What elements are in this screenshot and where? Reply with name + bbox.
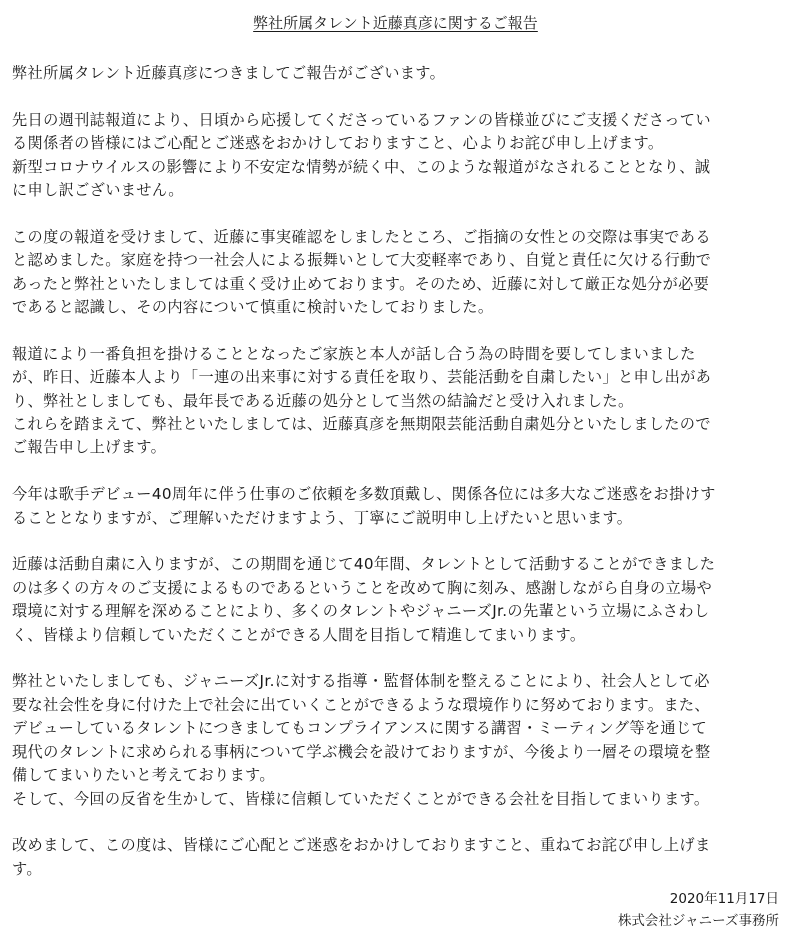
paragraph-anniversary: 今年は歌手デビュー40周年に伴う仕事のご依頼を多数頂戴し、関係各位には多大なご迷惑をお掛けす ることとなりますが、ご理解いただけますよう、丁寧にご説明申し上げたいと思います。 <box>12 485 716 527</box>
signature-block <box>618 888 779 932</box>
paragraph-apology: 先日の週刊誌報道により、日頃から応援してくださっているファンの皆様並びにご支援くださってい る関係者の皆様にはご心配とご迷惑をおかけしておりますこと、心よりお詫び申し上げます。 新型コロナウイルスの影響により不安定な情勢が続く中、このような報道がなされることとなり、誠 に申し訳ございません。 <box>12 110 711 200</box>
document-title <box>12 12 771 34</box>
paragraph-fact-check: この度の報道を受けまして、近藤に事実確認をしましたところ、ご指摘の女性との交際は事実である と認めました。家庭を持つ一社会人による振舞いとして大変軽率であり、自覚と責任に欠ける行動で あったと弊社といたしましては重く受け止めております。そのため、近藤に対して厳正な処分が必要 であると認識し、その内容について慎重に検討いたしておりました。 <box>12 227 712 317</box>
signature-date: 2020年11月17日 <box>669 891 779 907</box>
paragraph-company-policy: 弊社といたしましても、ジャニーズJr.に対する指導・監督体制を整えることにより、社会人として必 要な社会性を身に付けた上で社会に出ていくことができるような環境作りに努めております。また、 デビューしているタレントにつきましてもコンプライアンスに関する講習・ミーティング等を通じて 現代のタレントに求められる事柄について学ぶ機会を設けておりますが、今後より一層その環境を整 備してまいりたいと考えております。 そして、今回の反省を生かして、皆様に信頼していただくことができる会社を目指してまいります。 <box>12 672 711 808</box>
signature-company: 株式会社ジャニーズ事務所 <box>617 913 779 929</box>
document-title-text: 弊社所属タレント近藤真彦に関するご報告 <box>253 14 538 32</box>
paragraph-reflection: 近藤は活動自粛に入りますが、この期間を通じて40年間、タレントとして活動することができました のは多くの方々のご支援によるものであるということを改めて胸に刻み、感謝しながら自身の立場や 環境に対する理解を深めることにより、多くのタレントやジャニーズJr.の先輩という立場にふさわし く、皆様より信頼していただくことができる人間を目指して精進してまいります。 <box>12 555 716 644</box>
paragraph-intro: 弊社所属タレント近藤真彦につきましてご報告がございます。 <box>12 64 446 82</box>
paragraph-decision: 報道により一番負担を掛けることとなったご家族と本人が話し合う為の時間を要してしまいました が、昨日、近藤本人より「一連の出来事に対する責任を取り、芸能活動を自粛したい」と申し出があ り、弊社としましても、最年長である近藤の処分として当然の結論だと受け入れました。 これらを踏まえて、弊社といたしましては、近藤真彦を無期限芸能活動自粛処分といたしましたので ご報告申し上げます。 <box>12 344 712 457</box>
paragraph-closing: 改めまして、この度は、皆様にご心配とご迷惑をおかけしておりますこと、重ねてお詫び申し上げま す。 <box>12 836 711 878</box>
